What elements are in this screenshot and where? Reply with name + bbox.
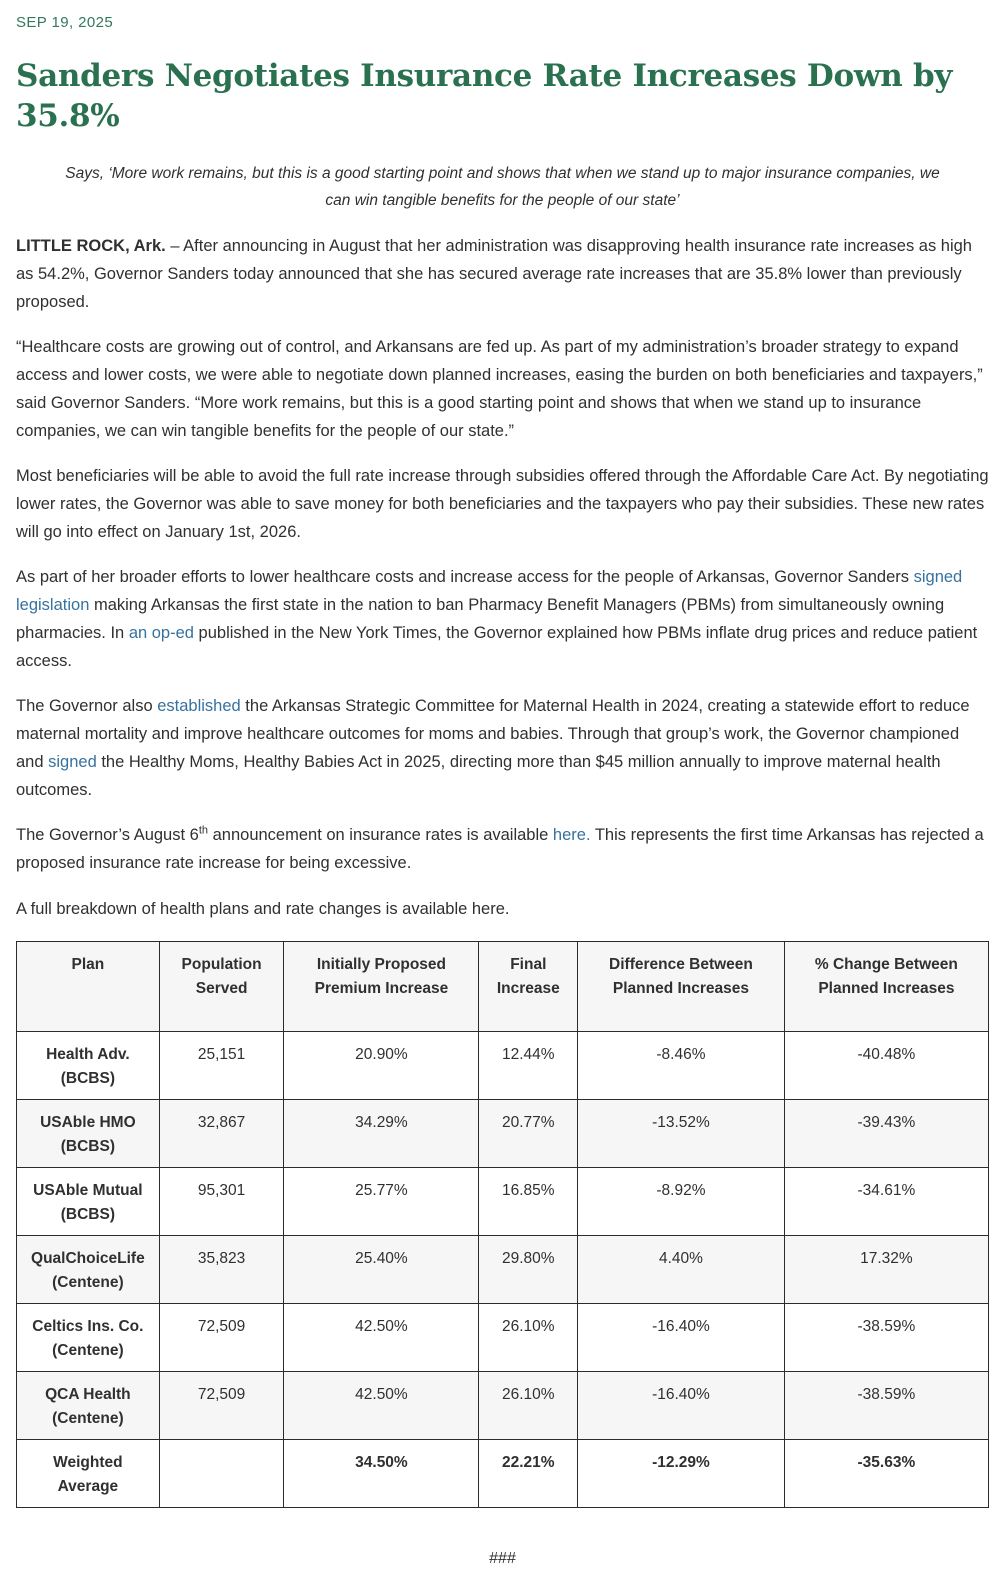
op-ed-link[interactable]: an op-ed xyxy=(128,624,194,643)
dateline-text: – After announcing in August that her administration was disapproving health insurance rate increases as high as 54.2%, Governor Sanders today announced that she has secured average rate increases that are 35.8% lower than previously proposed. xyxy=(16,236,972,311)
value-cell: 25.40% xyxy=(284,1235,479,1303)
value-cell: -40.48% xyxy=(784,1031,988,1099)
paragraph-quote: “Healthcare costs are growing out of control, and Arkansans are fed up. As part of my administration’s broader strategy to expand access and lower costs, we were able to negotiate down planned increases, easing the burden on both beneficiaries and taxpayers,” said Governor Sanders. “More work remains, but this is a good starting point and shows that when we stand up to insurance companies, we can win tangible benefits for the people of our state.” xyxy=(16,337,983,440)
header-difference: Difference Between Planned Increases xyxy=(578,941,785,1031)
paragraph-breakdown: A full breakdown of health plans and rate changes is available here. xyxy=(16,899,510,918)
value-cell: 16.85% xyxy=(479,1167,578,1235)
value-cell: -13.52% xyxy=(578,1099,785,1167)
table-row xyxy=(17,1439,989,1507)
header-plan: Plan xyxy=(17,941,160,1031)
rate-table-header xyxy=(17,941,989,1031)
plan-cell: Health Adv. (BCBS) xyxy=(17,1031,160,1099)
value-cell: -16.40% xyxy=(578,1371,785,1439)
value-cell: -35.63% xyxy=(784,1439,988,1507)
value-cell: 34.50% xyxy=(284,1439,479,1507)
value-cell: 26.10% xyxy=(479,1303,578,1371)
value-cell: -8.92% xyxy=(578,1167,785,1235)
end-mark: ### xyxy=(489,1549,516,1567)
paragraph-subsidies: Most beneficiaries will be able to avoid the full rate increase through subsidies offered through the Affordable Care Act. By negotiating lower rates, the Governor was able to save money for both beneficiaries and the taxpayers who pay their subsidies. These new rates will go into effect on January 1st, 2026. xyxy=(16,466,989,542)
table-row xyxy=(17,1371,989,1439)
value-cell xyxy=(159,1439,284,1507)
plan-cell: QCA Health (Centene) xyxy=(17,1371,160,1439)
page-title: Sanders Negotiates Insurance Rate Increases Down by 35.8% xyxy=(16,58,953,134)
value-cell: -38.59% xyxy=(784,1303,988,1371)
august-text-2: announcement on insurance rates is available xyxy=(208,826,553,845)
dateline-lead: LITTLE ROCK, Ark. xyxy=(16,236,166,255)
paragraph-maternal-health xyxy=(16,692,989,804)
value-cell: 35,823 xyxy=(159,1235,284,1303)
maternal-text-3: the Healthy Moms, Healthy Babies Act in 2025, directing more than $45 million annually to improve maternal health outcomes. xyxy=(16,753,941,800)
value-cell: -39.43% xyxy=(784,1099,988,1167)
signed-link[interactable]: signed xyxy=(48,753,97,772)
established-link[interactable]: established xyxy=(157,697,241,716)
value-cell: 72,509 xyxy=(159,1303,284,1371)
signed-legislation-link[interactable]: signed legislation xyxy=(16,568,963,615)
table-row xyxy=(17,1235,989,1303)
plan-cell: Celtics Ins. Co. (Centene) xyxy=(17,1303,160,1371)
plan-cell: USAble HMO (BCBS) xyxy=(17,1099,160,1167)
value-cell: 25.77% xyxy=(284,1167,479,1235)
value-cell: -16.40% xyxy=(578,1303,785,1371)
table-row xyxy=(17,1031,989,1099)
value-cell: 20.77% xyxy=(479,1099,578,1167)
maternal-text-2: the Arkansas Strategic Committee for Maternal Health in 2024, creating a statewide effort to reduce maternal mortality and improve healthcare outcomes for moms and babies. Through that group’s work, the Governor championed and xyxy=(16,697,970,772)
paragraph-august-announcement xyxy=(16,821,989,877)
header-initially-proposed: Initially Proposed Premium Increase xyxy=(284,941,479,1031)
pbm-text-3: published in the New York Times, the Governor explained how PBMs inflate drug prices and reduce patient access. xyxy=(16,624,978,671)
table-row xyxy=(17,1303,989,1371)
rate-table-body xyxy=(17,1031,989,1507)
release-date: SEP 19, 2025 xyxy=(16,14,114,31)
value-cell: 26.10% xyxy=(479,1371,578,1439)
press-release xyxy=(0,14,1005,1568)
value-cell: 29.80% xyxy=(479,1235,578,1303)
ordinal-suffix: th xyxy=(198,824,209,837)
plan-cell: QualChoiceLife (Centene) xyxy=(17,1235,160,1303)
value-cell: 42.50% xyxy=(284,1371,479,1439)
header-population-served: Population Served xyxy=(159,941,284,1031)
paragraph-dateline xyxy=(16,232,989,316)
here-link[interactable]: here. xyxy=(552,826,591,845)
value-cell: 4.40% xyxy=(578,1235,785,1303)
value-cell: 22.21% xyxy=(479,1439,578,1507)
paragraph-pbm xyxy=(16,563,989,675)
value-cell: 95,301 xyxy=(159,1167,284,1235)
pbm-text-2: making Arkansas the first state in the nation to ban Pharmacy Benefit Managers (PBMs) from simultaneously owning pharmacies. In xyxy=(16,596,945,643)
value-cell: 25,151 xyxy=(159,1031,284,1099)
value-cell: 72,509 xyxy=(159,1371,284,1439)
pbm-text-1: As part of her broader efforts to lower healthcare costs and increase access for the people of Arkansas, Governor Sanders xyxy=(16,568,914,587)
value-cell: 32,867 xyxy=(159,1099,284,1167)
plan-cell: USAble Mutual (BCBS) xyxy=(17,1167,160,1235)
value-cell: -12.29% xyxy=(578,1439,785,1507)
value-cell: 20.90% xyxy=(284,1031,479,1099)
value-cell: 17.32% xyxy=(784,1235,988,1303)
rate-table xyxy=(16,941,989,1508)
table-row xyxy=(17,1167,989,1235)
value-cell: -8.46% xyxy=(578,1031,785,1099)
value-cell: 34.29% xyxy=(284,1099,479,1167)
table-row xyxy=(17,1099,989,1167)
subtitle-quote: Says, ‘More work remains, but this is a good starting point and shows that when we stand up to major insurance companies, we can win tangible benefits for the people of our state’ xyxy=(65,165,940,210)
august-text-3: This represents the first time Arkansas has rejected a proposed insurance rate increase for being excessive. xyxy=(16,826,984,873)
header-final-increase: Final Increase xyxy=(479,941,578,1031)
header-row xyxy=(17,941,989,1031)
value-cell: 42.50% xyxy=(284,1303,479,1371)
maternal-text-1: The Governor also xyxy=(16,697,158,716)
value-cell: -34.61% xyxy=(784,1167,988,1235)
plan-cell: Weighted Average xyxy=(17,1439,160,1507)
august-text-1: The Governor’s August 6 xyxy=(16,826,199,845)
value-cell: -38.59% xyxy=(784,1371,988,1439)
value-cell: 12.44% xyxy=(479,1031,578,1099)
header-pct-change: % Change Between Planned Increases xyxy=(784,941,988,1031)
